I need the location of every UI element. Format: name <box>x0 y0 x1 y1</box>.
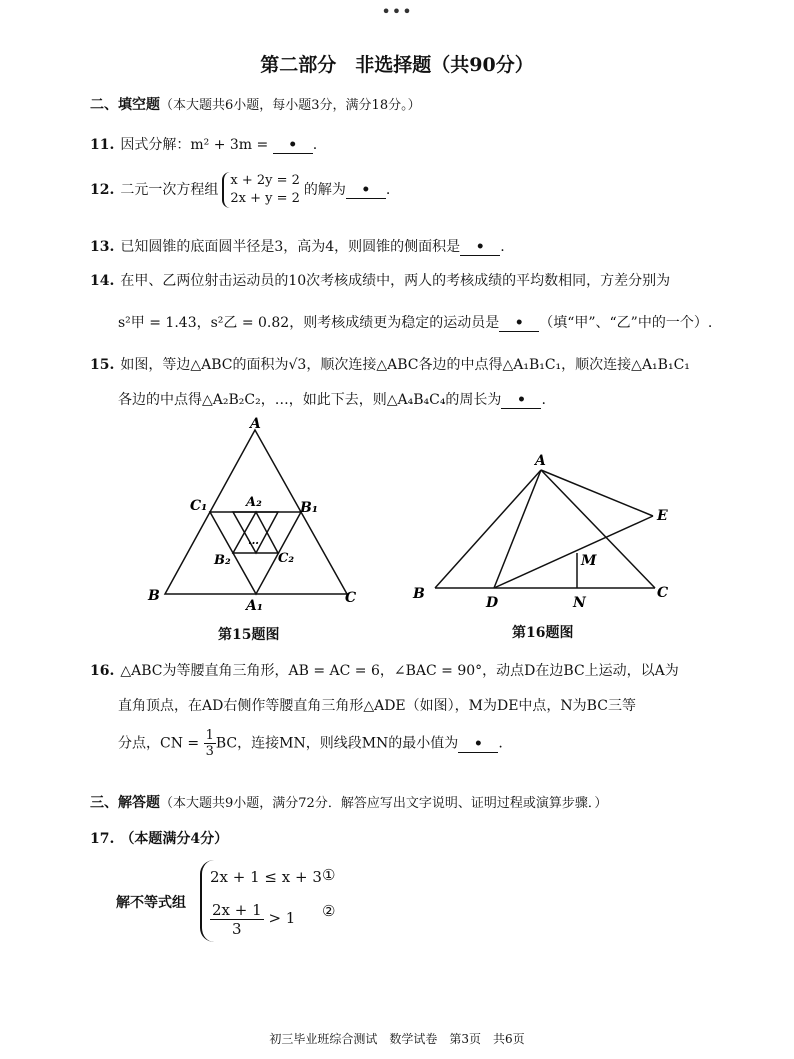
fig16-line-ab <box>435 470 541 588</box>
page-title: 第二部分 非选择题（共90分） <box>260 54 534 76</box>
page-footer: 初三毕业班综合测试 数学试卷 第3页 共6页 <box>269 1032 525 1046</box>
q17-eq1: 2x + 1 ≤ x + 3 <box>210 868 322 886</box>
q16-line1: △ABC为等腰直角三角形，AB = AC = 6，∠BAC = 90°，动点D在边BC上运动，以A为 <box>120 663 679 679</box>
q11-blank: • <box>273 137 313 154</box>
page-dots: ••• <box>381 2 413 21</box>
q15-blank: • <box>501 392 541 409</box>
q16-fraction <box>204 728 216 759</box>
question-14 <box>90 270 670 290</box>
q12-system <box>222 172 300 208</box>
q13-blank: • <box>460 239 500 256</box>
q12-eq1: x + 2y = 2 <box>230 173 300 188</box>
fig16-label-n: N <box>573 595 586 611</box>
fig15-dots: … <box>248 534 259 547</box>
fig16-line-ae <box>541 470 653 516</box>
section-2-note: （本大题共6小题，每小题3分，满分18分。） <box>160 98 421 113</box>
question-15-line2 <box>118 389 546 409</box>
q17-system <box>200 860 322 942</box>
question-16 <box>90 660 679 680</box>
q14-number: 14. <box>90 273 115 289</box>
q15-line2: 各边的中点得△A₂B₂C₂，…，如此下去，则△A₄B₄C₄的周长为 <box>118 392 502 408</box>
q16-number: 16. <box>90 663 115 679</box>
q17-eq2-den: 3 <box>232 919 242 938</box>
q15-tail: . <box>541 392 546 408</box>
q16-frac-num: 1 <box>205 728 214 743</box>
q14-blank: • <box>499 315 539 332</box>
q14-line2a: s²甲 = 1.43，s²乙 = 0.82，则考核成绩更为稳定的运动员是 <box>118 315 500 331</box>
fig15-label-c1: C₁ <box>190 498 208 514</box>
q13-text: 已知圆锥的底面圆半径是3，高为4，则圆锥的侧面积是 <box>120 239 461 255</box>
fig15-label-a2: A₂ <box>246 495 262 510</box>
fig16-label-e: E <box>657 508 668 524</box>
q11-number: 11. <box>90 137 115 153</box>
q17-mark-2: ② <box>322 902 336 920</box>
fig15-label-a: A <box>250 416 261 432</box>
q16-line3b: BC，连接MN，则线段MN的最小值为 <box>215 735 459 752</box>
section-3-heading <box>90 792 607 812</box>
q17-eq2-rest: > 1 <box>268 909 296 927</box>
fig16-label-m: M <box>581 553 597 569</box>
q15-line1: 如图，等边△ABC的面积为√3，顺次连接△ABC各边的中点得△A₁B₁C₁，顺次连接△A₁B₁C₁ <box>120 357 690 373</box>
question-17 <box>90 828 228 848</box>
q16-line3a: 分点，CN = <box>118 735 204 752</box>
fig15-label-c2: C₂ <box>278 551 295 566</box>
fig15-label-b1: B₁ <box>300 500 318 516</box>
fig15-caption: 第15题图 <box>218 627 280 643</box>
q12-number: 12. <box>90 182 115 198</box>
q16-tail: . <box>498 735 503 752</box>
q17-number: 17. <box>90 831 115 847</box>
q15-number: 15. <box>90 357 115 373</box>
fig15-label-a1: A₁ <box>246 598 263 614</box>
q12-tail: . <box>385 182 391 198</box>
q17-pre: 解不等式组 <box>116 895 186 911</box>
q17-eq2-num: 2x + 1 <box>212 900 262 919</box>
q13-number: 13. <box>90 239 115 255</box>
fig16-label-c: C <box>657 585 669 601</box>
figure-16 <box>405 445 695 620</box>
question-14-line2 <box>118 312 712 332</box>
q17-mark-1: ① <box>322 866 336 884</box>
section-3-note: （本大题共9小题，满分72分．解答应写出文字说明、证明过程或演算步骤．） <box>160 796 608 811</box>
section-2-heading <box>90 94 421 114</box>
q13-tail: . <box>500 239 505 255</box>
q11-text: 因式分解：m² + 3m = <box>120 137 273 153</box>
figure-15 <box>140 412 380 617</box>
q11-tail: . <box>312 137 318 153</box>
q14-line1: 在甲、乙两位射击运动员的10次考核成绩中，两人的考核成绩的平均数相同，方差分别为 <box>120 273 671 289</box>
fig16-caption: 第16题图 <box>512 625 574 641</box>
q16-line2: 直角顶点，在AD右侧作等腰直角三角形△ADE（如图），M为DE中点，N为BC三等 <box>118 698 636 714</box>
fig15-label-c: C <box>345 590 357 606</box>
question-16-line3 <box>118 728 503 759</box>
fig16-label-a: A <box>535 453 546 469</box>
q16-blank: • <box>458 736 498 753</box>
question-12 <box>90 172 390 208</box>
q12-pre: 二元一次方程组 <box>120 182 219 198</box>
question-13 <box>90 236 505 256</box>
fig16-label-b: B <box>413 586 425 602</box>
q16-frac-den: 3 <box>205 744 214 759</box>
q17-title: （本题满分4分） <box>120 831 229 847</box>
section-3-label: 三、解答题 <box>90 795 160 811</box>
q17-eq2 <box>210 894 322 942</box>
question-15 <box>90 354 690 374</box>
fig15-label-b2: B₂ <box>214 553 231 568</box>
q14-line2b: （填“甲”、“乙”中的一个）. <box>539 315 713 331</box>
q12-eq2: 2x + y = 2 <box>230 191 300 206</box>
fig16-line-ac <box>541 470 655 588</box>
section-2-label: 二、填空题 <box>90 97 160 113</box>
fig16-label-d: D <box>486 595 499 611</box>
question-16-line2 <box>118 695 636 715</box>
q12-blank: • <box>346 182 386 199</box>
q12-post: 的解为 <box>303 182 346 198</box>
question-11 <box>90 134 317 154</box>
fig15-label-b: B <box>148 588 160 604</box>
